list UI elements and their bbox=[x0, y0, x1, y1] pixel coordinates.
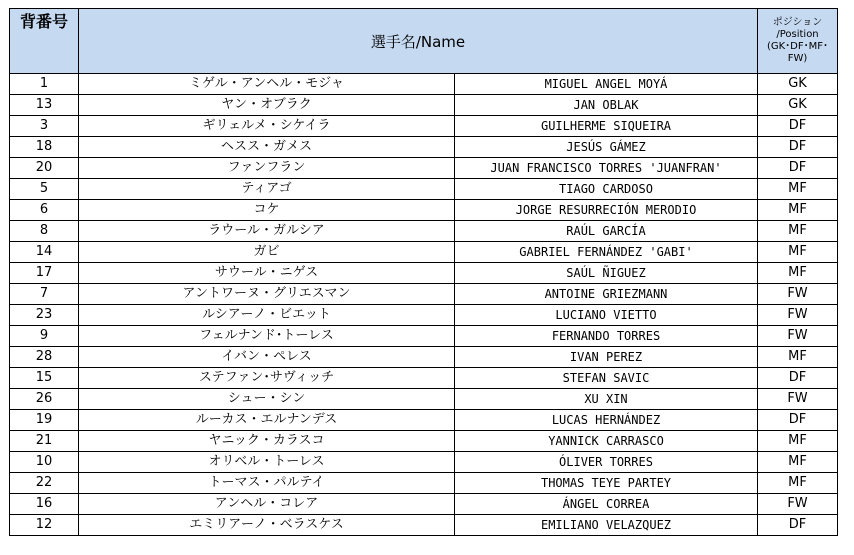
table-header-row bbox=[10, 9, 838, 74]
player-name-en: MIGUEL ANGEL MOYÁ bbox=[455, 74, 758, 95]
player-name-en: FERNANDO TORRES bbox=[455, 326, 758, 347]
player-name-jp: ルーカス・エルナンデス bbox=[79, 410, 455, 431]
player-name-jp: シュー・シン bbox=[79, 389, 455, 410]
player-number: 9 bbox=[10, 326, 79, 347]
player-name-jp: ヤン・オブラク bbox=[79, 95, 455, 116]
player-name-en: SAÚL ÑIGUEZ bbox=[455, 263, 758, 284]
player-name-jp: オリベル・トーレス bbox=[79, 452, 455, 473]
player-number: 22 bbox=[10, 473, 79, 494]
player-position: MF bbox=[758, 347, 838, 368]
player-number: 15 bbox=[10, 368, 79, 389]
player-number: 28 bbox=[10, 347, 79, 368]
header-position-line: (GK･DF･MF･ bbox=[766, 41, 829, 52]
player-name-en: LUCAS HERNÁNDEZ bbox=[455, 410, 758, 431]
table-row bbox=[10, 116, 838, 137]
player-position: MF bbox=[758, 200, 838, 221]
player-number: 8 bbox=[10, 221, 79, 242]
player-number: 26 bbox=[10, 389, 79, 410]
player-name-en: JAN OBLAK bbox=[455, 95, 758, 116]
table-row bbox=[10, 515, 838, 536]
table-row bbox=[10, 242, 838, 263]
player-number: 13 bbox=[10, 95, 79, 116]
player-position: DF bbox=[758, 410, 838, 431]
player-name-jp: アントワーヌ・グリエスマン bbox=[79, 284, 455, 305]
table-row bbox=[10, 158, 838, 179]
player-position: FW bbox=[758, 494, 838, 515]
player-name-jp: コケ bbox=[79, 200, 455, 221]
header-position-line: FW) bbox=[787, 53, 808, 64]
player-name-en: EMILIANO VELAZQUEZ bbox=[455, 515, 758, 536]
player-position: GK bbox=[758, 74, 838, 95]
table-row bbox=[10, 200, 838, 221]
header-name: 選手名/Name bbox=[79, 9, 758, 74]
player-name-en: STEFAN SAVIC bbox=[455, 368, 758, 389]
table-row bbox=[10, 389, 838, 410]
table-row bbox=[10, 221, 838, 242]
player-name-en: XU XIN bbox=[455, 389, 758, 410]
table-row bbox=[10, 473, 838, 494]
player-name-jp: ファンフラン bbox=[79, 158, 455, 179]
player-name-en: TIAGO CARDOSO bbox=[455, 179, 758, 200]
player-name-en: GUILHERME SIQUEIRA bbox=[455, 116, 758, 137]
table-row bbox=[10, 95, 838, 116]
player-number: 18 bbox=[10, 137, 79, 158]
player-number: 16 bbox=[10, 494, 79, 515]
player-name-jp: イバン・ペレス bbox=[79, 347, 455, 368]
player-position: MF bbox=[758, 452, 838, 473]
player-position: MF bbox=[758, 263, 838, 284]
player-number: 10 bbox=[10, 452, 79, 473]
table-row bbox=[10, 284, 838, 305]
player-number: 7 bbox=[10, 284, 79, 305]
player-name-jp: ティアゴ bbox=[79, 179, 455, 200]
table-row bbox=[10, 263, 838, 284]
player-number: 14 bbox=[10, 242, 79, 263]
player-position: GK bbox=[758, 95, 838, 116]
header-position-line: ポジション bbox=[772, 17, 823, 28]
player-position: FW bbox=[758, 326, 838, 347]
player-name-en: JUAN FRANCISCO TORRES 'JUANFRAN' bbox=[455, 158, 758, 179]
player-name-en: ÓLIVER TORRES bbox=[455, 452, 758, 473]
player-name-jp: ラウール・ガルシア bbox=[79, 221, 455, 242]
player-name-jp: ミゲル・アンヘル・モジャ bbox=[79, 74, 455, 95]
player-position: FW bbox=[758, 389, 838, 410]
player-name-jp: ガビ bbox=[79, 242, 455, 263]
player-position: MF bbox=[758, 431, 838, 452]
player-name-jp: エミリアーノ・ベラスケス bbox=[79, 515, 455, 536]
player-number: 5 bbox=[10, 179, 79, 200]
table-row bbox=[10, 305, 838, 326]
player-name-en: JESÚS GÁMEZ bbox=[455, 137, 758, 158]
player-name-en: THOMAS TEYE PARTEY bbox=[455, 473, 758, 494]
player-number: 1 bbox=[10, 74, 79, 95]
player-number: 21 bbox=[10, 431, 79, 452]
header-number: 背番号 bbox=[10, 9, 79, 74]
player-name-en: JORGE RESURRECIÓN MERODIO bbox=[455, 200, 758, 221]
player-position: FW bbox=[758, 284, 838, 305]
player-name-en: YANNICK CARRASCO bbox=[455, 431, 758, 452]
player-name-jp: サウール・ニゲス bbox=[79, 263, 455, 284]
table-body bbox=[10, 74, 838, 536]
table-row bbox=[10, 326, 838, 347]
player-name-jp: ギリェルメ・シケイラ bbox=[79, 116, 455, 137]
player-position: DF bbox=[758, 515, 838, 536]
header-position-line: /Position bbox=[776, 29, 819, 40]
player-position: DF bbox=[758, 116, 838, 137]
player-number: 19 bbox=[10, 410, 79, 431]
player-name-jp: トーマス・パルテイ bbox=[79, 473, 455, 494]
player-name-en: ANTOINE GRIEZMANN bbox=[455, 284, 758, 305]
player-number: 3 bbox=[10, 116, 79, 137]
table-row bbox=[10, 137, 838, 158]
player-position: DF bbox=[758, 158, 838, 179]
player-number: 12 bbox=[10, 515, 79, 536]
table-row bbox=[10, 431, 838, 452]
table-row bbox=[10, 179, 838, 200]
player-name-jp: ヤニック・カラスコ bbox=[79, 431, 455, 452]
player-number: 20 bbox=[10, 158, 79, 179]
player-name-jp: アンヘル・コレア bbox=[79, 494, 455, 515]
table-row bbox=[10, 452, 838, 473]
table-row bbox=[10, 410, 838, 431]
table-row bbox=[10, 347, 838, 368]
player-position: DF bbox=[758, 137, 838, 158]
player-name-en: ÁNGEL CORREA bbox=[455, 494, 758, 515]
player-name-jp: ヘスス・ガメス bbox=[79, 137, 455, 158]
table-row bbox=[10, 494, 838, 515]
table-row bbox=[10, 368, 838, 389]
player-position: MF bbox=[758, 473, 838, 494]
player-position: MF bbox=[758, 242, 838, 263]
player-position: MF bbox=[758, 179, 838, 200]
table-row bbox=[10, 74, 838, 95]
player-position: FW bbox=[758, 305, 838, 326]
player-number: 23 bbox=[10, 305, 79, 326]
player-name-en: IVAN PEREZ bbox=[455, 347, 758, 368]
player-name-jp: ステファン･サヴィッチ bbox=[79, 368, 455, 389]
player-name-en: GABRIEL FERNÁNDEZ 'GABI' bbox=[455, 242, 758, 263]
header-position bbox=[758, 9, 838, 74]
player-name-jp: フェルナンド･トーレス bbox=[79, 326, 455, 347]
player-name-en: RAÚL GARCÍA bbox=[455, 221, 758, 242]
player-roster-table bbox=[9, 8, 838, 536]
player-number: 6 bbox=[10, 200, 79, 221]
player-name-en: LUCIANO VIETTO bbox=[455, 305, 758, 326]
player-number: 17 bbox=[10, 263, 79, 284]
player-position: DF bbox=[758, 368, 838, 389]
player-position: MF bbox=[758, 221, 838, 242]
player-name-jp: ルシアーノ・ビエット bbox=[79, 305, 455, 326]
